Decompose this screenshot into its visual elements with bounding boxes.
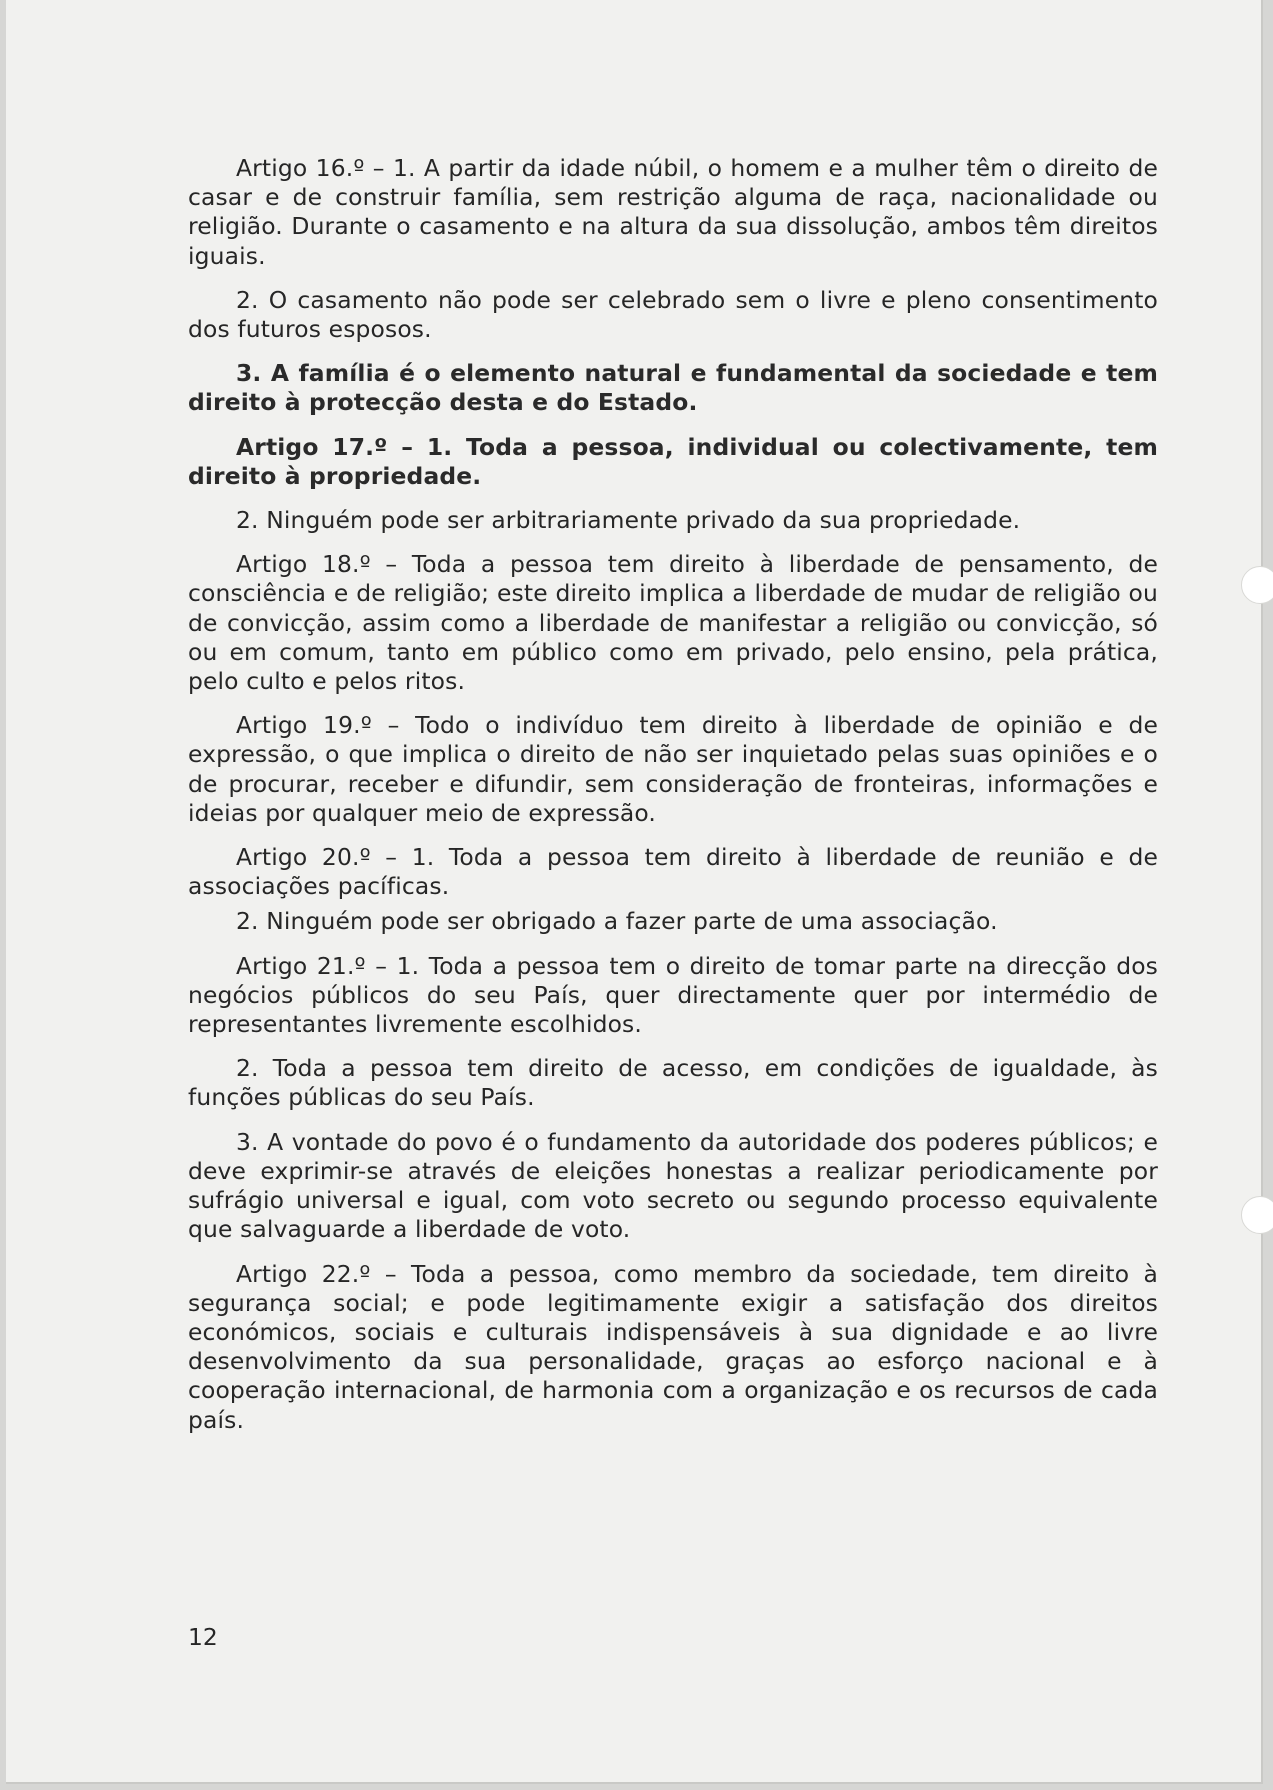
- binder-hole: [1241, 1196, 1273, 1234]
- paragraph-article-16-3: 3. A família é o elemento natural e fundamental da sociedade e tem direito à protecção desta e do Estado.: [188, 359, 1158, 417]
- paragraph-article-16-2: 2. O casamento não pode ser celebrado sem o livre e pleno consentimento dos futuros esposos.: [188, 285, 1158, 344]
- document-page: [6, 0, 1263, 1784]
- paragraph-article-21-1: Artigo 21.º – 1. Toda a pessoa tem o direito de tomar parte na direcção dos negócios públicos do seu País, quer directamente quer por intermédio de representantes livremente escolhidos.: [188, 951, 1158, 1039]
- paragraph-article-17-1: Artigo 17.º – 1. Toda a pessoa, individual ou colectivamente, tem direito à propriedade.: [188, 432, 1158, 490]
- paragraph-article-16-1: Artigo 16.º – 1. A partir da idade núbil, o homem e a mulher têm o direito de casar e de construir família, sem restrição alguma de raça, nacionalidade ou religião. Durante o casamento e na altura da sua dissolução, ambos têm direitos iguais.: [188, 154, 1158, 270]
- paragraph-article-21-2: 2. Toda a pessoa tem direito de acesso, em condições de igualdade, às funções públicas do seu País.: [188, 1054, 1158, 1112]
- paragraph-article-19: Artigo 19.º – Todo o indivíduo tem direito à liberdade de opinião e de expressão, o que implica o direito de não ser inquietado pelas suas opiniões e o de procurar, receber e difundir, sem consideração de fronteiras, informações e ideias por qualquer meio de expressão.: [188, 711, 1158, 827]
- paragraph-article-20-2: 2. Ninguém pode ser obrigado a fazer parte de uma associação.: [236, 907, 998, 936]
- page-number: 12: [188, 1623, 218, 1651]
- binder-hole: [1241, 566, 1273, 604]
- paragraph-article-21-3: 3. A vontade do povo é o fundamento da autoridade dos poderes públicos; e deve exprimir-se através de eleições honestas a realizar periodicamente por sufrágio universal e igual, com voto secreto ou segundo processo equivalente que salvaguarde a liberdade de voto.: [188, 1127, 1158, 1244]
- article-text-body: [188, 154, 1158, 1450]
- paragraph-article-18: Artigo 18.º – Toda a pessoa tem direito à liberdade de pensamento, de consciência e de religião; este direito implica a liberdade de mudar de religião ou de convicção, assim como a liberdade de manifestar a religião ou convicção, só ou em comum, tanto em público como em privado, pelo ensino, pela prática, pelo culto e pelos ritos.: [188, 550, 1158, 696]
- paragraph-article-22: Artigo 22.º – Toda a pessoa, como membro da sociedade, tem direito à segurança social; e pode legitimamente exigir a satisfação dos direitos económicos, sociais e culturais indispensáveis à sua dignidade e ao livre desenvolvimento da sua personalidade, graças ao esforço nacional e à cooperação internacional, de harmonia com a organização e os recursos de cada país.: [188, 1259, 1158, 1434]
- paragraph-article-17-2: 2. Ninguém pode ser arbitrariamente privado da sua propriedade.: [236, 506, 1021, 535]
- paragraph-article-20-1: Artigo 20.º – 1. Toda a pessoa tem direito à liberdade de reunião e de associações pacíficas.: [188, 843, 1158, 901]
